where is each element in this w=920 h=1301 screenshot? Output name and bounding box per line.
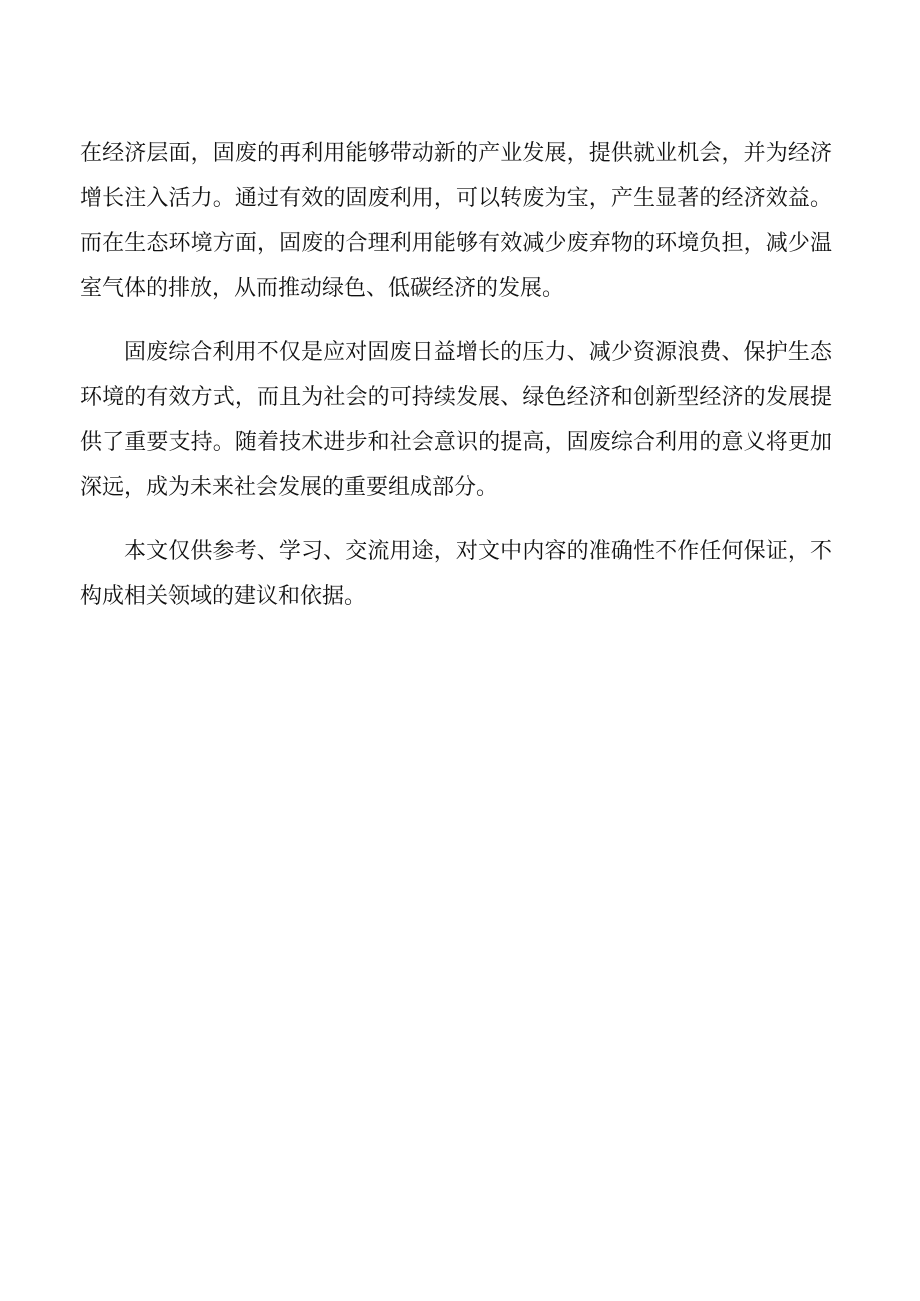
paragraph-disclaimer: 本文仅供参考、学习、交流用途，对文中内容的准确性不作任何保证，不构成相关领域的建议和依据。 — [80, 539, 832, 609]
paragraph-economic-ecological: 在经济层面，固废的再利用能够带动新的产业发展，提供就业机会，并为经济增长注入活力。通过有效的固废利用，可以转废为宝，产生显著的经济效益。而在生态环境方面，固废的合理利用能够有效减少废弃物的环境负担，减少温室气体的排放，从而推动绿色、低碳经济的发展。 — [80, 141, 832, 301]
document-page — [80, 131, 832, 638]
paragraph-significance: 固废综合利用不仅是应对固废日益增长的压力、减少资源浪费、保护生态环境的有效方式，而且为社会的可持续发展、绿色经济和创新型经济的发展提供了重要支持。随着技术进步和社会意识的提高，固废综合利用的意义将更加深远，成为未来社会发展的重要组成部分。 — [80, 340, 832, 500]
